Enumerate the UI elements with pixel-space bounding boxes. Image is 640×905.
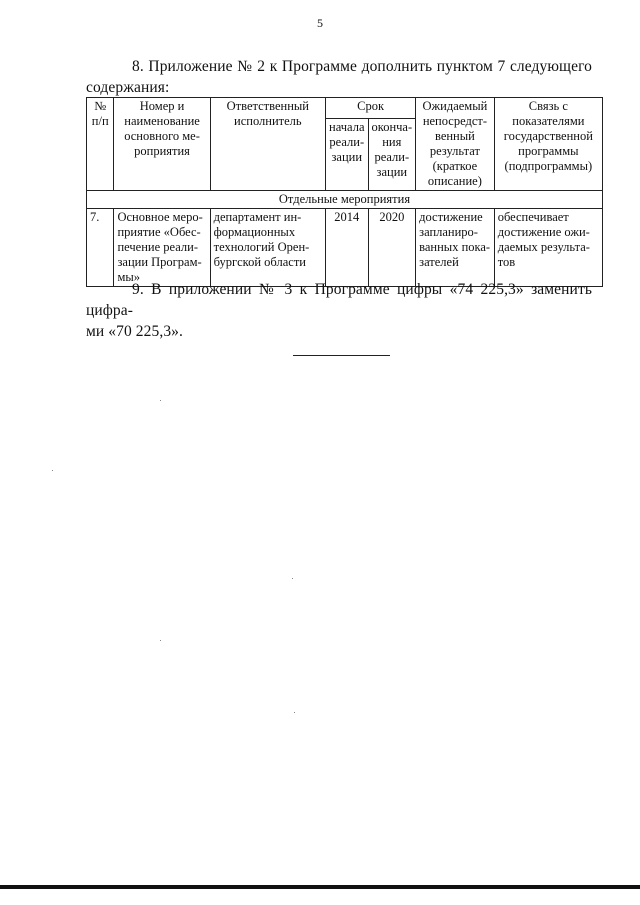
table-row (87, 209, 603, 287)
scan-speck (160, 640, 161, 641)
header-no: № п/п (87, 98, 114, 191)
row-responsible: департамент ин-формационных технологий Орен-бургской области (210, 209, 325, 287)
header-end: оконча-ния реали-зации (368, 118, 416, 190)
header-link: Связь с показателями государственной программы (подпрограммы) (494, 98, 602, 191)
header-expected-result: Ожидаемый непосредст-венный результат (краткое описание) (416, 98, 495, 191)
bottom-edge-bar (0, 885, 640, 889)
item-9-paragraph (86, 279, 592, 342)
header-start: начала реали-зации (326, 118, 368, 190)
measures-table (86, 97, 603, 287)
page-number: 5 (317, 16, 323, 30)
row-end: 2020 (368, 209, 416, 287)
header-name: Номер и наименование основного ме-роприятия (114, 98, 210, 191)
item-8-line-1: 8. Приложение № 2 к Программе дополнить пунктом 7 следующего (132, 58, 592, 75)
scan-speck (52, 470, 53, 471)
section-title: Отдельные мероприятия (87, 191, 603, 209)
scan-speck (292, 578, 293, 579)
scan-speck (160, 400, 161, 401)
row-start: 2014 (326, 209, 368, 287)
header-responsible: Ответственный исполнитель (210, 98, 325, 191)
item-8-paragraph (86, 56, 592, 98)
row-link: обеспечивает достижение ожи-даемых результа-тов (494, 209, 602, 287)
item-8-line-2: содержания: (86, 79, 170, 96)
row-result: достижение заплaниро-ванных пока-зателей (416, 209, 495, 287)
table-header-row (87, 98, 603, 119)
header-term: Срок (326, 98, 416, 119)
row-name: Основное меро-приятие «Обес-печение реали-зации Програм-мы» (114, 209, 210, 287)
scan-speck (294, 712, 295, 713)
item-9-line-1: 9. В приложении № 3 к Программе цифры «74 225,3» заменить цифра- (86, 281, 592, 319)
separator-line (293, 355, 390, 356)
item-9-line-2: ми «70 225,3». (86, 323, 184, 340)
row-no: 7. (87, 209, 114, 287)
table-section-row (87, 191, 603, 209)
